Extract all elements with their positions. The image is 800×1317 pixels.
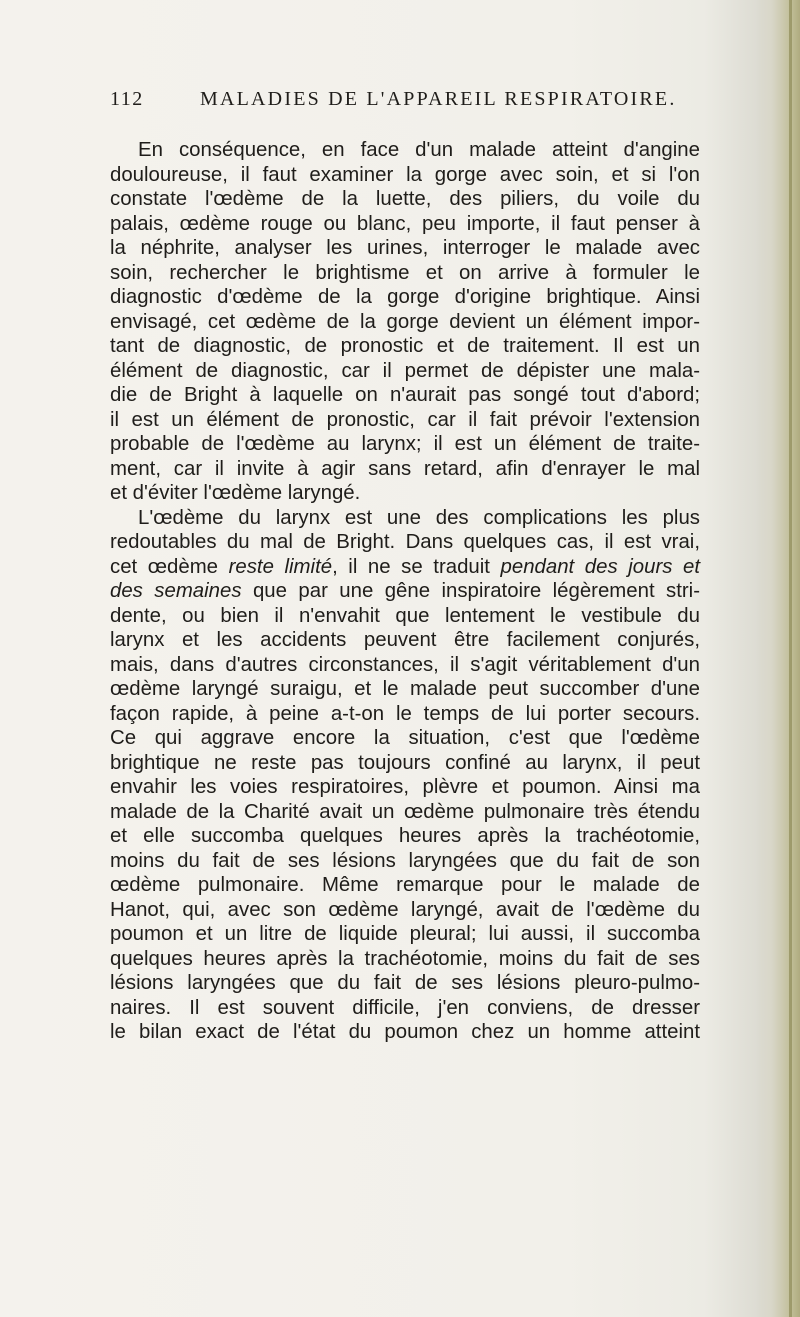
text-run: , il ne se traduit [332,555,501,578]
text-line: envisagé, cet œdème de la gorge devient un élément impor- [110,310,700,333]
text-line: ment, car il invite à agir sans retard, afin d'enrayer le mal [110,457,700,480]
text-line: œdème laryngé suraigu, et le malade peut succomber d'une [110,678,700,700]
text-line: probable de l'œdème au larynx; il est un élément de traite- [110,433,700,455]
text-line: façon rapide, à peine a-t-on le temps de lui porter secours. [110,702,700,725]
text-line: moins du fait de ses lésions laryngées que du fait de son [110,849,700,872]
text-line: Hanot, qui, avec son œdème laryngé, avait de l'œdème du [110,898,700,921]
running-title: MALADIES DE L'APPAREIL RESPIRATOIRE. [200,88,677,110]
text-line: le bilan exact de l'état du poumon chez un homme atteint [110,1021,700,1043]
text-run: que par une gêne inspiratoire légèrement stri- [241,580,701,602]
text-line: élément de diagnostic, car il permet de dépister une mala- [110,359,700,382]
page-edge-line [789,0,792,1317]
text-run-italic: des semaines [110,580,242,602]
text-line: tant de diagnostic, de pronostic et de traitement. Il est un [110,335,700,357]
text-line: malade de la Charité avait un œdème pulmonaire très étendu [110,800,700,823]
text-line: soin, rechercher le brightisme et on arrive à formuler le [110,261,700,284]
text-line-mixed [110,555,700,580]
text-line: la néphrite, analyser les urines, interroger le malade avec [110,237,700,259]
text-line: poumon et un litre de liquide pleural; lui aussi, il succomba [110,923,700,945]
text-line: redoutables du mal de Bright. Dans quelques cas, il est vrai, [110,531,700,553]
text-line: douloureuse, il faut examiner la gorge avec soin, et si l'on [110,163,700,186]
text-line: die de Bright à laquelle on n'aurait pas songé tout d'abord; [110,384,700,406]
text-run-italic: reste limité [228,555,333,578]
page-edge-shadow [756,0,800,1317]
text-line: diagnostic d'œdème de la gorge d'origine brightique. Ainsi [110,286,700,308]
text-line: L'œdème du larynx est une des complications les plus [138,506,700,529]
text-line: larynx et les accidents peuvent être facilement conjurés, [110,629,700,651]
text-line: lésions laryngées que du fait de ses lésions pleuro-pulmo- [110,972,700,994]
text-line-mixed [110,579,700,604]
text-line: il est un élément de pronostic, car il fait prévoir l'extension [110,408,700,431]
body-text [110,138,700,1045]
text-run-italic: pendant des jours et [500,555,700,578]
text-line: Ce qui aggrave encore la situation, c'est que l'œdème [110,727,700,749]
page-number: 112 [110,88,144,110]
text-line: palais, œdème rouge ou blanc, peu importe, il faut penser à [110,212,700,235]
page-header [110,88,700,120]
text-line: brightique ne reste pas toujours confiné au larynx, il peut [110,751,700,774]
text-line: et d'éviter l'œdème laryngé. [110,482,361,504]
text-line: quelques heures après la trachéotomie, moins du fait de ses [110,947,700,970]
text-line: En conséquence, en face d'un malade atteint d'angine [138,139,700,161]
text-line: et elle succomba quelques heures après la trachéotomie, [110,825,700,847]
text-line: naires. Il est souvent difficile, j'en conviens, de dresser [110,996,700,1019]
text-run: cet œdème [110,555,229,578]
text-line: constate l'œdème de la luette, des piliers, du voile du [110,188,700,210]
text-line: envahir les voies respiratoires, plèvre et poumon. Ainsi ma [110,776,700,798]
text-line: œdème pulmonaire. Même remarque pour le malade de [110,874,700,896]
text-line: mais, dans d'autres circonstances, il s'agit véritablement d'un [110,653,700,676]
text-line: dente, ou bien il n'envahit que lentement le vestibule du [110,604,700,627]
